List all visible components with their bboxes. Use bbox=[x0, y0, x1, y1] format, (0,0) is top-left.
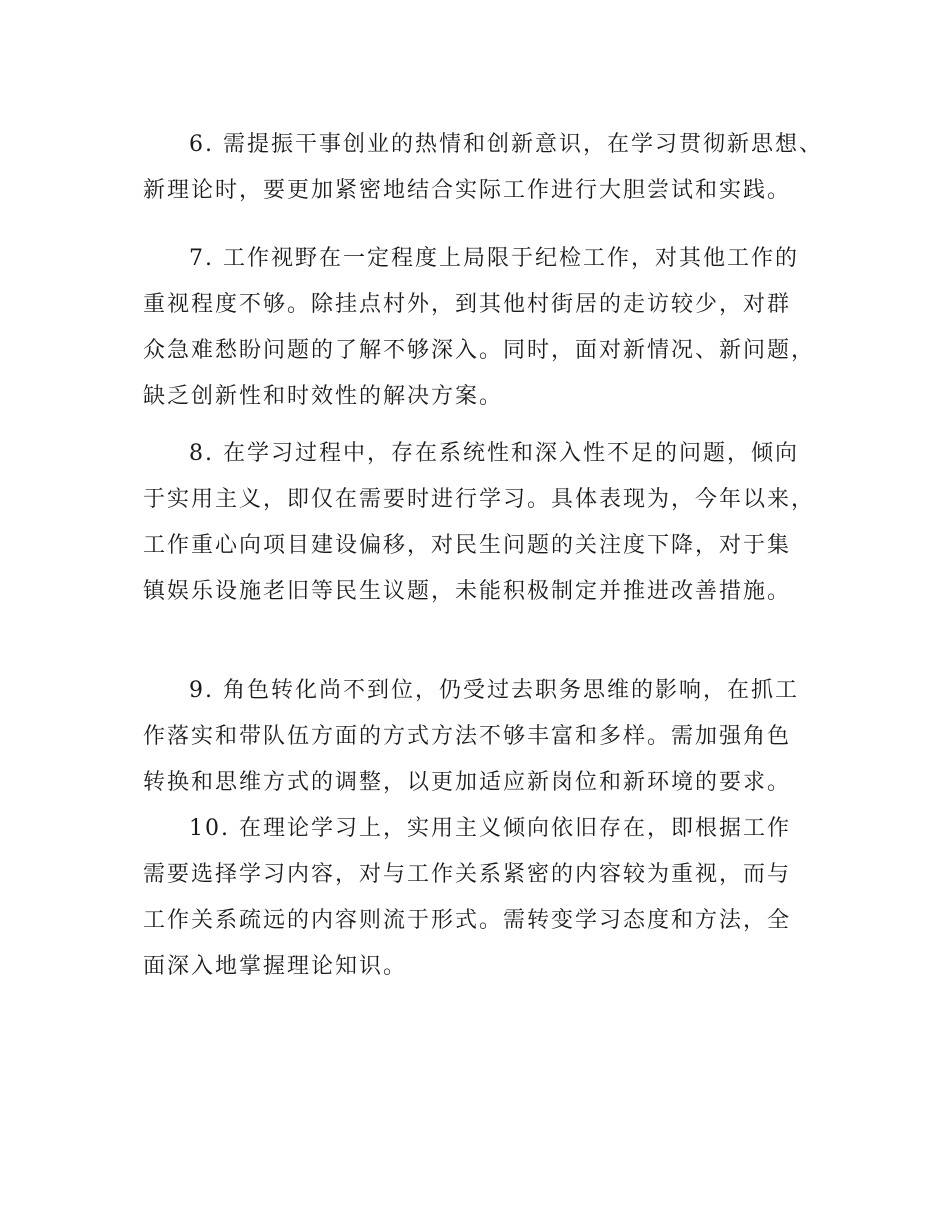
paragraph-line: 9. 角色转化尚不到位，仍受过去职务思维的影响，在抓工 bbox=[189, 678, 799, 703]
paragraph-line: 需要选择学习内容，对与工作关系紧密的内容较为重视，而与 bbox=[143, 862, 792, 887]
paragraph-item-10 bbox=[143, 806, 843, 990]
paragraph-item-9 bbox=[143, 668, 843, 806]
paragraph-line: 7. 工作视野在一定程度上局限于纪检工作，对其他工作的 bbox=[189, 246, 799, 271]
paragraph-line: 面深入地掌握理论知识。 bbox=[143, 954, 408, 979]
paragraph-line: 作落实和带队伍方面的方式方法不够丰富和多样。需加强角色 bbox=[143, 724, 792, 749]
paragraph-line: 8. 在学习过程中，存在系统性和深入性不足的问题，倾向 bbox=[189, 441, 799, 466]
paragraph-item-7 bbox=[143, 236, 843, 420]
paragraph-item-6 bbox=[143, 122, 843, 214]
paragraph-line: 缺乏创新性和时效性的解决方案。 bbox=[143, 384, 504, 409]
paragraph-line: 转换和思维方式的调整，以更加适应新岗位和新环境的要求。 bbox=[143, 770, 792, 795]
paragraph-line: 10. 在理论学习上，实用主义倾向依旧存在，即根据工作 bbox=[189, 816, 791, 841]
paragraph-line: 众急难愁盼问题的了解不够深入。同时，面对新情况、新问题， bbox=[143, 338, 816, 363]
paragraph-line: 新理论时，要更加紧密地结合实际工作进行大胆尝试和实践。 bbox=[143, 178, 792, 203]
paragraph-line: 工作重心向项目建设偏移，对民生问题的关注度下降，对于集 bbox=[143, 533, 792, 558]
paragraph-line: 镇娱乐设施老旧等民生议题，未能积极制定并推进改善措施。 bbox=[143, 579, 792, 604]
paragraph-line: 6. 需提振干事创业的热情和创新意识，在学习贯彻新思想、 bbox=[189, 132, 823, 157]
paragraph-item-8 bbox=[143, 431, 843, 615]
paragraph-line: 工作关系疏远的内容则流于形式。需转变学习态度和方法，全 bbox=[143, 908, 792, 933]
paragraph-line: 于实用主义，即仅在需要时进行学习。具体表现为，今年以来， bbox=[143, 487, 816, 512]
paragraph-line: 重视程度不够。除挂点村外，到其他村街居的走访较少，对群 bbox=[143, 292, 792, 317]
